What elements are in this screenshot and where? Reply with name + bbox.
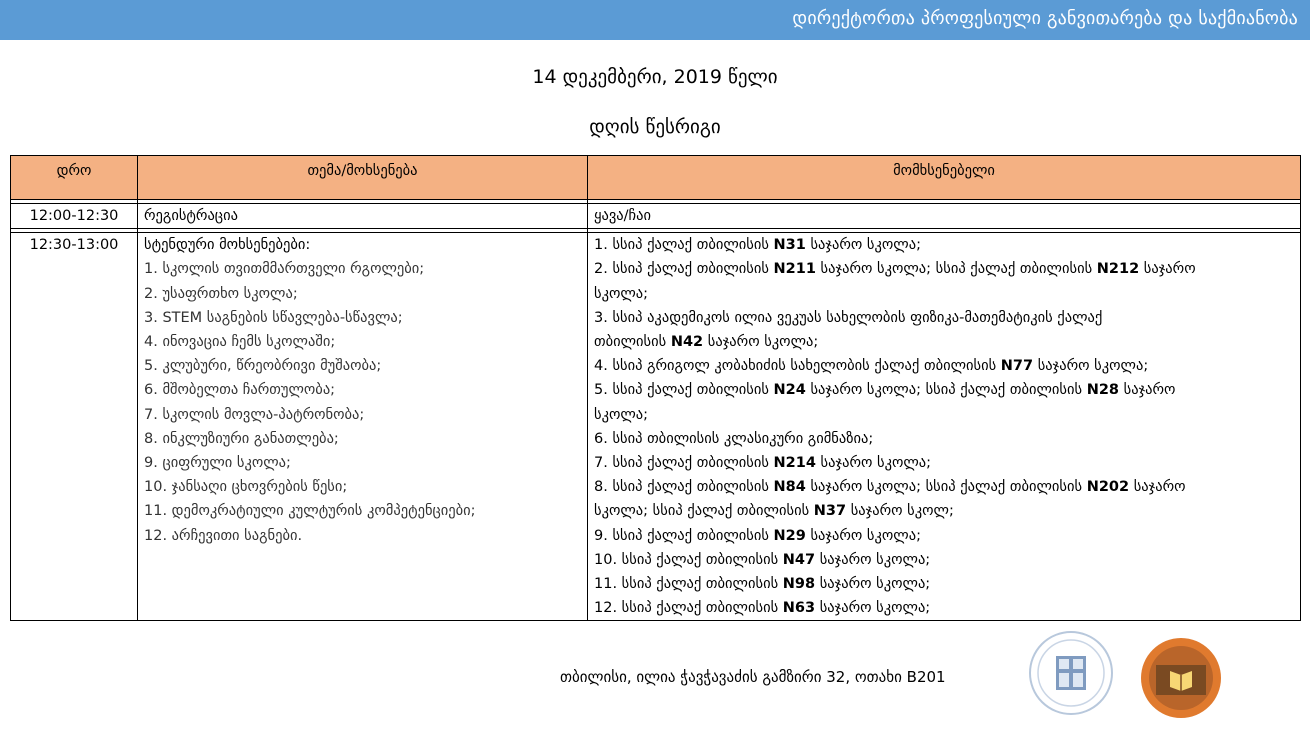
topic-item: 11. დემოკრატიული კულტურის კომპეტენციები; [144, 503, 476, 520]
speaker-line: 6. სსიპ თბილისის კლასიკური გიმნაზია; [594, 430, 874, 447]
topic-item: 7. სკოლის მოვლა-პატრონობა; [144, 406, 365, 423]
row-topic: რეგისტრაცია [138, 204, 588, 229]
topic-item: 1. სკოლის თვითმმართველი რგოლები; [144, 261, 425, 278]
column-header-speaker: მომხსენებელი [588, 156, 1301, 200]
speaker-line: 8. სსიპ ქალაქ თბილისის N84 საჯარო სკოლა; სსიპ ქალაქ თბილისის N202 საჯარო [594, 479, 1186, 496]
row-speaker [588, 233, 1301, 621]
university-seal-logo [1025, 630, 1117, 716]
speaker-line: სკოლა; [594, 285, 649, 302]
topic-item: 2. უსაფრთხო სკოლა; [144, 285, 298, 302]
topic-item: 5. კლუბური, წრეობრივი მუშაობა; [144, 358, 382, 375]
column-header-topic: თემა/მოხსენება [138, 156, 588, 200]
topic-item: 8. ინკლუზიური განათლება; [144, 430, 339, 447]
date-heading: 14 დეკემბერი, 2019 წელი [532, 66, 778, 88]
speaker-line: 3. სსიპ აკადემიკოს ილია ვეკუას სახელობის ფიზიკა-მათემატიკის ქალაქ [594, 309, 1103, 326]
speaker-line: სკოლა; [594, 406, 649, 423]
topic-item: 9. ციფრული სკოლა; [144, 455, 291, 472]
agenda-heading: დღის წესრიგი [589, 116, 721, 138]
row-topic [138, 233, 588, 621]
row-speaker: ყავა/ჩაი [588, 204, 1301, 229]
table-header-row [11, 156, 1301, 200]
speaker-line: 5. სსიპ ქალაქ თბილისის N24 საჯარო სკოლა; სსიპ ქალაქ თბილისის N28 საჯარო [594, 382, 1176, 399]
speaker-line: სკოლა; სსიპ ქალაქ თბილისის N37 საჯარო სკოლ; [594, 503, 954, 520]
header-bar [0, 0, 1310, 40]
topic-item: 12. არჩევითი საგნები. [144, 527, 303, 544]
speaker-line: 1. სსიპ ქალაქ თბილისის N31 საჯარო სკოლა; [594, 237, 921, 254]
speaker-line: 9. სსიპ ქალაქ თბილისის N29 საჯარო სკოლა; [594, 527, 921, 544]
speaker-line: 7. სსიპ ქალაქ თბილისის N214 საჯარო სკოლა; [594, 455, 932, 472]
table-row [11, 204, 1301, 229]
speaker-line: 2. სსიპ ქალაქ თბილისის N211 საჯარო სკოლა; სსიპ ქალაქ თბილისის N212 საჯარო [594, 261, 1196, 278]
topic-item: 3. STEM საგნების სწავლება-სწავლა; [144, 309, 403, 326]
speaker-line: 11. სსიპ ქალაქ თბილისის N98 საჯარო სკოლა; [594, 576, 931, 593]
speaker-line: 10. სსიპ ქალაქ თბილისის N47 საჯარო სკოლა; [594, 551, 931, 568]
topic-item: 10. ჯანსაღი ცხოვრების წესი; [144, 479, 348, 496]
table-row [11, 233, 1301, 621]
library-logo [1140, 637, 1222, 719]
column-header-time: დრო [11, 156, 138, 200]
footer-address: თბილისი, ილია ჭავჭავაძის გამზირი 32, ოთახი B201 [560, 668, 946, 686]
speaker-line: 4. სსიპ გრიგოლ კობახიძის სახელობის ქალაქ თბილისის N77 საჯარო სკოლა; [594, 358, 1149, 375]
agenda-table [10, 155, 1301, 621]
row-time: 12:30-13:00 [11, 233, 138, 621]
topic-label: სტენდური მოხსენებები: [144, 237, 311, 254]
topic-item: 4. ინოვაცია ჩემს სკოლაში; [144, 334, 336, 351]
speaker-line: 12. სსიპ ქალაქ თბილისის N63 საჯარო სკოლა; [594, 600, 931, 617]
header-title: დირექტორთა პროფესიული განვითარება და საქმიანობა [792, 8, 1298, 29]
row-time: 12:00-12:30 [11, 204, 138, 229]
topic-item: 6. მშობელთა ჩართულობა; [144, 382, 336, 399]
speaker-line: თბილისის N42 საჯარო სკოლა; [594, 334, 819, 351]
